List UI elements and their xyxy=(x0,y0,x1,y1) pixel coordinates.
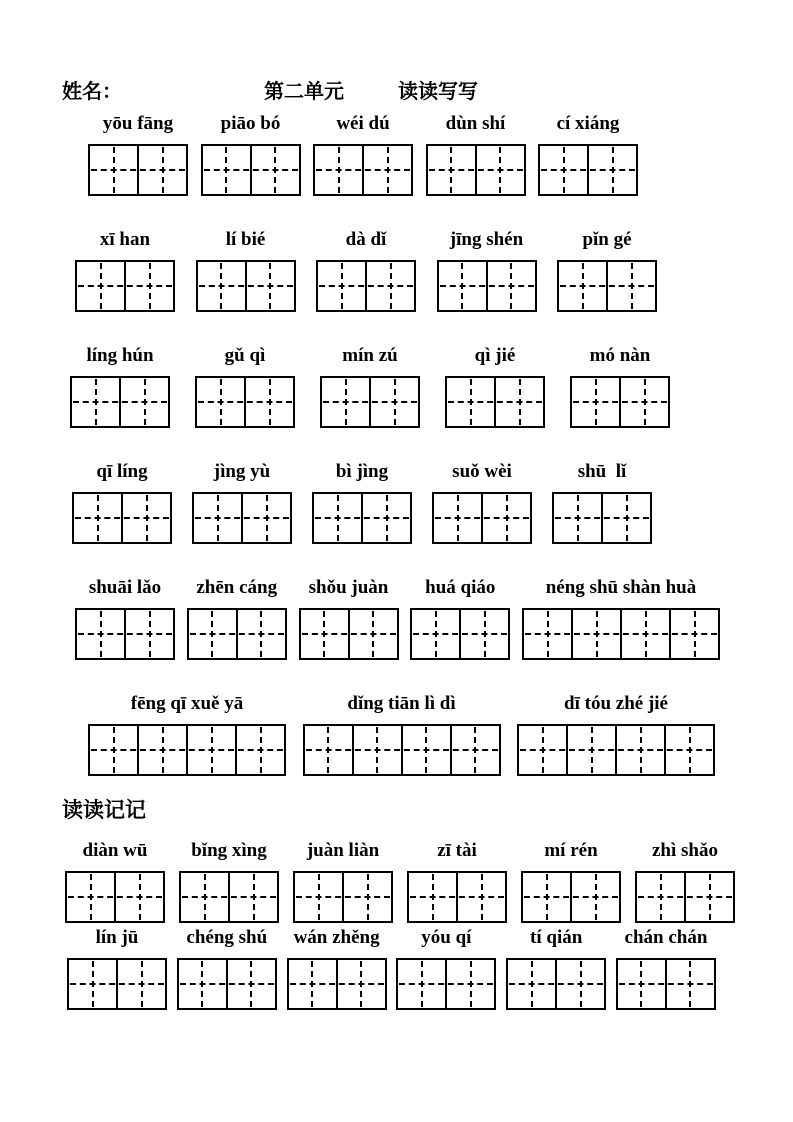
word-item xyxy=(177,927,277,1010)
word-row xyxy=(88,693,715,776)
pinyin-label: mí rén xyxy=(544,840,598,861)
writing-cell xyxy=(139,146,186,194)
writing-cell xyxy=(409,873,458,921)
writing-cell xyxy=(572,873,619,921)
pinyin-label: néng shū shàn huà xyxy=(545,577,697,598)
worksheet-header xyxy=(62,80,773,104)
pinyin-label: shū lǐ xyxy=(577,461,627,482)
writing-cell xyxy=(447,960,494,1008)
writing-grid xyxy=(396,958,496,1010)
writing-grid xyxy=(538,144,638,196)
writing-cell xyxy=(496,378,543,426)
pinyin-label: lí bié xyxy=(225,229,266,250)
word-item xyxy=(426,113,526,196)
writing-cell xyxy=(447,378,496,426)
writing-grid xyxy=(407,871,507,923)
word-item xyxy=(75,229,175,312)
word-item xyxy=(201,113,301,196)
writing-grid xyxy=(75,608,175,660)
word-item xyxy=(432,461,532,544)
writing-cell xyxy=(508,960,557,1008)
pinyin-label: fēng qī xuě yā xyxy=(130,693,244,714)
word-item xyxy=(522,577,720,660)
section-read-remember xyxy=(62,840,773,1010)
writing-cell xyxy=(315,146,364,194)
writing-grid xyxy=(192,492,292,544)
writing-cell xyxy=(618,960,667,1008)
writing-grid xyxy=(88,144,188,196)
word-item xyxy=(570,345,670,428)
word-item xyxy=(179,840,279,923)
writing-cell xyxy=(126,610,173,658)
word-row xyxy=(88,113,638,196)
writing-cell xyxy=(364,146,411,194)
writing-grid xyxy=(522,608,720,660)
writing-grid xyxy=(316,260,416,312)
word-item xyxy=(437,229,537,312)
writing-cell xyxy=(295,873,344,921)
writing-cell xyxy=(72,378,121,426)
pinyin-label: dī tóu zhé jié xyxy=(564,693,668,714)
section2-title: 读读记记 xyxy=(62,799,146,822)
word-item xyxy=(521,840,621,923)
name-label: 姓名： xyxy=(62,81,122,103)
writing-cell xyxy=(247,262,294,310)
pinyin-label: líng hún xyxy=(86,345,154,366)
writing-cell xyxy=(252,146,299,194)
writing-cell xyxy=(557,960,604,1008)
writing-grid xyxy=(506,958,606,1010)
writing-cell xyxy=(139,726,188,774)
section-read-write xyxy=(62,113,773,776)
pinyin-label: gǔ qì xyxy=(224,345,266,366)
writing-cell xyxy=(367,262,414,310)
word-item xyxy=(88,693,286,776)
word-row xyxy=(75,577,720,660)
word-item xyxy=(187,577,287,660)
word-item xyxy=(88,113,188,196)
pinyin-label: zhì shǎo xyxy=(652,840,718,861)
pinyin-label: jìng yù xyxy=(213,461,271,482)
writing-cell xyxy=(686,873,733,921)
writing-cell xyxy=(540,146,589,194)
unit-title: 第二单元 xyxy=(264,81,344,103)
word-item xyxy=(407,840,507,923)
writing-cell xyxy=(318,262,367,310)
writing-cell xyxy=(118,960,165,1008)
writing-cell xyxy=(188,726,237,774)
writing-grid xyxy=(293,871,393,923)
pinyin-label: diàn wū xyxy=(82,840,148,861)
word-item xyxy=(195,345,295,428)
word-row xyxy=(72,461,652,544)
word-item xyxy=(320,345,420,428)
writing-grid xyxy=(195,376,295,428)
word-item xyxy=(196,229,296,312)
writing-grid xyxy=(299,608,399,660)
writing-cell xyxy=(589,146,636,194)
writing-cell xyxy=(181,873,230,921)
writing-grid xyxy=(445,376,545,428)
pinyin-label: jīng shén xyxy=(449,229,524,250)
word-item xyxy=(75,577,175,660)
writing-grid xyxy=(432,492,532,544)
word-item xyxy=(67,927,167,1010)
writing-cell xyxy=(519,726,568,774)
writing-cell xyxy=(243,494,290,542)
pinyin-label: juàn liàn xyxy=(306,840,380,861)
writing-cell xyxy=(121,378,168,426)
writing-grid xyxy=(67,958,167,1010)
writing-cell xyxy=(608,262,655,310)
writing-cell xyxy=(573,610,622,658)
word-item xyxy=(313,113,413,196)
writing-cell xyxy=(621,378,668,426)
writing-cell xyxy=(238,610,285,658)
word-item xyxy=(312,461,412,544)
writing-grid xyxy=(196,260,296,312)
writing-cell xyxy=(344,873,391,921)
pinyin-label: mó nàn xyxy=(589,345,651,366)
writing-cell xyxy=(305,726,354,774)
writing-grid xyxy=(616,958,716,1010)
writing-cell xyxy=(671,610,718,658)
pinyin-label: dà dǐ xyxy=(345,229,387,250)
pinyin-label: bì jìng xyxy=(335,461,389,482)
word-item xyxy=(192,461,292,544)
writing-cell xyxy=(568,726,617,774)
writing-cell xyxy=(483,494,530,542)
writing-cell xyxy=(289,960,338,1008)
writing-grid xyxy=(72,492,172,544)
writing-grid xyxy=(570,376,670,428)
pinyin-label: xī han xyxy=(99,229,151,250)
section1-title: 读读写写 xyxy=(398,81,478,103)
writing-cell xyxy=(488,262,535,310)
word-item xyxy=(538,113,638,196)
writing-cell xyxy=(69,960,118,1008)
pinyin-label: shuāi lǎo xyxy=(88,577,162,598)
pinyin-label: pǐn gé xyxy=(582,229,632,250)
writing-cell xyxy=(428,146,477,194)
writing-cell xyxy=(230,873,277,921)
writing-cell xyxy=(314,494,363,542)
word-row xyxy=(70,345,670,428)
writing-grid xyxy=(312,492,412,544)
pinyin-label: tí qián xyxy=(530,927,583,948)
pinyin-label: wéi dú xyxy=(336,113,390,134)
writing-cell xyxy=(477,146,524,194)
writing-grid xyxy=(201,144,301,196)
writing-cell xyxy=(666,726,713,774)
word-row xyxy=(67,927,716,1010)
word-item xyxy=(316,229,416,312)
word-item xyxy=(517,693,715,776)
writing-cell xyxy=(338,960,385,1008)
writing-grid xyxy=(75,260,175,312)
writing-cell xyxy=(194,494,243,542)
pinyin-label: piāo bó xyxy=(220,113,281,134)
pinyin-label: qì jié xyxy=(474,345,516,366)
writing-grid xyxy=(187,608,287,660)
writing-cell xyxy=(189,610,238,658)
word-item xyxy=(65,840,165,923)
writing-cell xyxy=(667,960,714,1008)
writing-cell xyxy=(622,610,671,658)
writing-cell xyxy=(439,262,488,310)
word-item xyxy=(445,345,545,428)
writing-cell xyxy=(228,960,275,1008)
pinyin-label: yōu fāng xyxy=(102,113,174,134)
pinyin-label: zhēn cáng xyxy=(196,577,278,598)
writing-cell xyxy=(126,262,173,310)
writing-grid xyxy=(521,871,621,923)
word-row xyxy=(75,229,657,312)
writing-cell xyxy=(197,378,246,426)
writing-cell xyxy=(179,960,228,1008)
writing-cell xyxy=(461,610,508,658)
writing-grid xyxy=(303,724,501,776)
writing-grid xyxy=(313,144,413,196)
writing-cell xyxy=(412,610,461,658)
writing-cell xyxy=(603,494,650,542)
writing-cell xyxy=(554,494,603,542)
writing-cell xyxy=(403,726,452,774)
writing-cell xyxy=(67,873,116,921)
writing-cell xyxy=(322,378,371,426)
writing-cell xyxy=(523,873,572,921)
pinyin-label: huá qiáo xyxy=(425,577,496,598)
writing-grid xyxy=(426,144,526,196)
writing-cell xyxy=(77,610,126,658)
pinyin-label: suǒ wèi xyxy=(452,461,512,482)
writing-cell xyxy=(301,610,350,658)
word-item xyxy=(293,840,393,923)
writing-grid xyxy=(287,958,387,1010)
writing-grid xyxy=(70,376,170,428)
writing-grid xyxy=(635,871,735,923)
writing-cell xyxy=(572,378,621,426)
word-item xyxy=(635,840,735,923)
writing-grid xyxy=(410,608,510,660)
pinyin-label: lín jū xyxy=(95,927,139,948)
word-item xyxy=(303,693,501,776)
writing-grid xyxy=(65,871,165,923)
pinyin-label: qī líng xyxy=(96,461,148,482)
writing-grid xyxy=(552,492,652,544)
pinyin-label: wán zhěng xyxy=(293,927,380,948)
writing-cell xyxy=(398,960,447,1008)
writing-cell xyxy=(77,262,126,310)
word-row xyxy=(65,840,735,923)
word-item xyxy=(299,577,399,660)
pinyin-label: zī tài xyxy=(437,840,477,861)
writing-grid xyxy=(517,724,715,776)
writing-cell xyxy=(350,610,397,658)
word-item xyxy=(396,927,496,1010)
pinyin-label: yóu qí xyxy=(421,927,472,948)
writing-cell xyxy=(237,726,284,774)
writing-cell xyxy=(354,726,403,774)
writing-grid xyxy=(557,260,657,312)
writing-cell xyxy=(90,726,139,774)
writing-grid xyxy=(88,724,286,776)
pinyin-label: dùn shí xyxy=(445,113,506,134)
writing-cell xyxy=(116,873,163,921)
writing-cell xyxy=(246,378,293,426)
writing-grid xyxy=(177,958,277,1010)
pinyin-label: cí xiáng xyxy=(556,113,620,134)
writing-grid xyxy=(179,871,279,923)
pinyin-label: chéng shú xyxy=(186,927,268,948)
writing-cell xyxy=(123,494,170,542)
pinyin-label: mín zú xyxy=(342,345,398,366)
pinyin-label: bǐng xìng xyxy=(191,840,267,861)
writing-cell xyxy=(452,726,499,774)
writing-cell xyxy=(371,378,418,426)
writing-cell xyxy=(617,726,666,774)
writing-cell xyxy=(203,146,252,194)
writing-cell xyxy=(637,873,686,921)
pinyin-label: shǒu juàn xyxy=(308,577,389,598)
writing-cell xyxy=(198,262,247,310)
word-item xyxy=(410,577,510,660)
writing-cell xyxy=(74,494,123,542)
word-item xyxy=(616,927,716,1010)
word-item xyxy=(552,461,652,544)
writing-cell xyxy=(363,494,410,542)
pinyin-label: chán chán xyxy=(624,927,708,948)
writing-grid xyxy=(320,376,420,428)
word-item xyxy=(557,229,657,312)
word-item xyxy=(287,927,387,1010)
writing-cell xyxy=(524,610,573,658)
writing-cell xyxy=(559,262,608,310)
word-item xyxy=(506,927,606,1010)
writing-cell xyxy=(458,873,505,921)
pinyin-label: dǐng tiān lì dì xyxy=(347,693,456,714)
writing-cell xyxy=(90,146,139,194)
writing-grid xyxy=(437,260,537,312)
word-item xyxy=(72,461,172,544)
word-item xyxy=(70,345,170,428)
writing-cell xyxy=(434,494,483,542)
